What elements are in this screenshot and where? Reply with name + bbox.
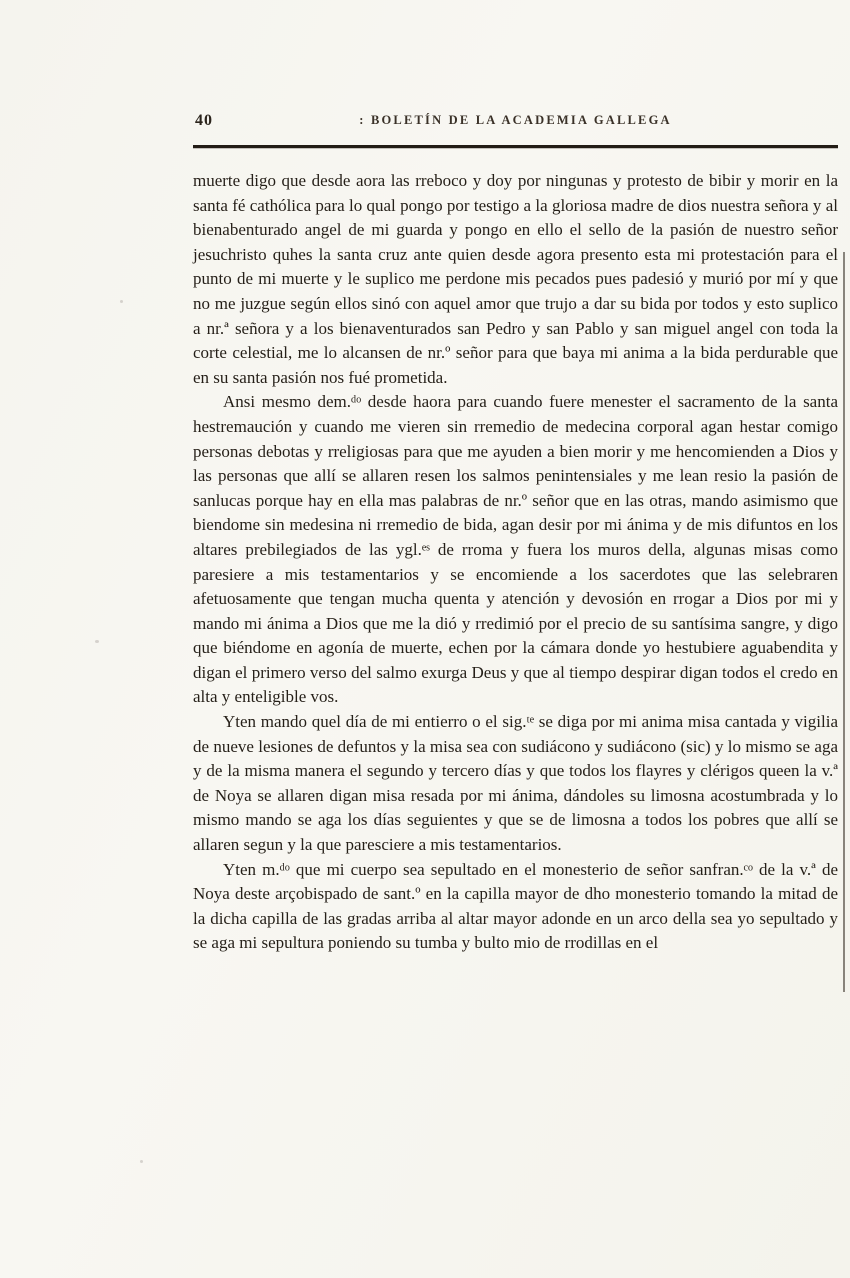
paragraph-yten-sepultura: Yten m.ᵈᵒ que mi cuerpo sea sepultado en el monesterio de señor sanfran.ᶜᵒ de la v.ª de Noya deste arçobispado de sant.º en la capilla mayor de dho monesterio tomando la mitad de la dicha capilla de las gradas arriba al altar mayor adonde en un arco della sea yo sepultado y se aga mi sepultura poniendo su tumba y bulto mio de rrodillas en el bbox=[193, 859, 838, 953]
header-title: : BOLETÍN DE LA ACADEMIA GALLEGA bbox=[359, 113, 672, 127]
document-page bbox=[193, 104, 838, 956]
scan-speckle bbox=[140, 1160, 143, 1163]
page-number: 40 bbox=[195, 112, 213, 129]
text-body bbox=[193, 169, 838, 956]
scan-speckle bbox=[95, 640, 99, 643]
header-rule bbox=[193, 145, 838, 148]
paragraph-ansi-mesmo: Ansi mesmo dem.ᵈᵒ desde haora para cuando fuere menester el sacramento de la santa hestremaución y cuando me vieren sin rremedio de medecina corporal agan hestar comigo personas debotas y rreligiosas para que me ayuden a bien morir y me hencomienden a Dios y las personas que allí se allaren resen los salmos penintensiales y me lean resio la pasión de sanlucas porque hay en ella mas palabras de nr.º señor que en las otras, mando asimismo que biendome sin medesina ni rremedio de bida, agan desir por mi ánima y de mis difuntos en los altares prebilegiados de las ygl.ᵉˢ de rroma y fuera los muros della, algunas misas como paresiere a mis testamentarios y se encomiende a los sacerdotes que las selebraren afetuosamente que tengan mucha quenta y atención y devosión en rrogar a Dios por mi y mando mi ánima a Dios que me la dió y rredimió por el precio de su santísima sangre, y digo que biéndome en agonía de muerte, echen por la cámara donde yo hestubiere aguabendita y digan el primero verso del salmo exurga Deus y que al tiempo despirar digan todos el credo en alta y enteligible vos. bbox=[193, 392, 838, 707]
page-header bbox=[193, 104, 838, 136]
paragraph-continuation: muerte digo que desde aora las rreboco y doy por ningunas y protesto de bibir y morir en la santa fé cathólica para lo qual pongo por testigo a la gloriosa madre de dios nuestra señora y al bienabenturado angel de mi guarda y pongo en ello el sello de la pasión de nuestro señor jesuchristo quhes la santa cruz ante quien desde agora presento esta mi protestación para el punto de mi muerte y le suplico me perdone mis pecados pues padesió y murió por mí y que no me juzgue según ellos sinó con aquel amor que trujo a dar su bida por todos y esto suplico a nr.ª señora y a los bienaventurados san Pedro y san Pablo y san miguel angel con toda la corte celestial, me lo alcansen de nr.º señor para que baya mi anima a la bida perdurable que en su santa pasión nos fué prometida. bbox=[193, 171, 838, 387]
scan-speckle bbox=[120, 300, 123, 303]
page-edge-scan-line bbox=[843, 252, 845, 992]
paragraph-yten-mando: Yten mando quel día de mi entierro o el sig.ᵗᵉ se diga por mi anima misa cantada y vigilia de nueve lesiones de defuntos y la misa sea con sudiácono y sudiácono (sic) y lo mismo se aga y de la misma manera el segundo y tercero días y que todos los flayres y clérigos queen la v.ª de Noya se allaren digan misa resada por mi ánima, dándoles su limosna acostumbrada y lo mismo mando se aga los días seguientes y que se de limosna a todos los pobres que allí se allaren segun y la que paresciere a mis testamentarios. bbox=[193, 712, 838, 855]
